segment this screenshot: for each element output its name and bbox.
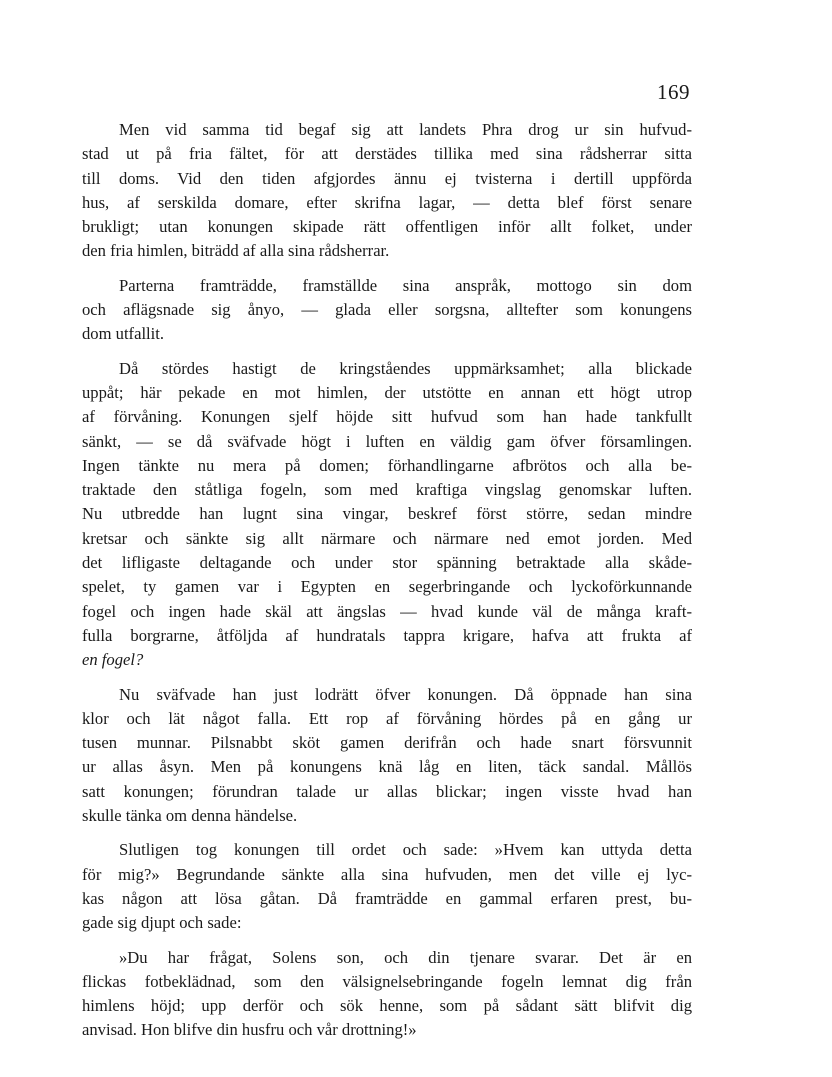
text-line: Då stördes hastigt de kringståendes uppmärksamhet; alla blickade — [119, 358, 692, 378]
text-line: kas någon att lösa gåtan. Då framträdde en gammal erfaren prest, bu- — [82, 888, 692, 908]
text-line: stad ut på fria fältet, för att derstädes tillika med sina rådsherrar sitta — [82, 144, 692, 164]
text-line: skulle tänka om denna händelse. — [82, 806, 298, 826]
paragraph-4 — [82, 683, 692, 829]
text-line: Parterna framträdde, framställde sina anspråk, mottogo sin dom — [119, 275, 692, 295]
text-line: sänkt, — se då sväfvade högt i luften en väldig gam öfver församlingen. — [82, 431, 692, 451]
text-line: den fria himlen, biträdd af alla sina rådsherrar. — [82, 241, 390, 261]
text-line-italic: en fogel? — [82, 650, 144, 670]
text-line: spelet, ty gamen var i Egypten en segerbringande och lyckoförkunnande — [82, 577, 692, 597]
body-text — [82, 118, 692, 1053]
text-line: tusen munnar. Pilsnabbt sköt gamen derifrån och hade snart försvunnit — [82, 733, 692, 753]
text-line: fogel och ingen hade skäl att ängslas — hvad kunde väl de många kraft- — [82, 601, 692, 621]
page-number: 169 — [657, 80, 690, 104]
paragraph-1 — [82, 118, 692, 264]
text-line: uppåt; här pekade en mot himlen, der utstötte en annan ett högt utrop — [82, 382, 692, 402]
text-line: »Du har frågat, Solens son, och din tjenare svarar. Det är en — [119, 947, 692, 967]
text-line: traktade den ståtliga fogeln, som med kraftiga vingslag genomskar luften. — [82, 480, 692, 500]
text-line: det lifligaste deltagande och under stor spänning betraktade alla skåde- — [82, 553, 692, 573]
text-line: himlens höjd; upp derför och sök henne, som på sådant sätt blifvit dig — [82, 996, 692, 1016]
text-line: Men vid samma tid begaf sig att landets Phra drog ur sin hufvud- — [119, 120, 692, 139]
paragraph-3 — [82, 357, 692, 673]
text-line: ur allas åsyn. Men på konungens knä låg en liten, täck sandal. Mållös — [82, 757, 692, 777]
text-line: satt konungen; förundran talade ur allas blickar; ingen visste hvad han — [82, 781, 692, 801]
text-line: hus, af serskilda domare, efter skrifna lagar, — detta blef först senare — [82, 192, 692, 212]
text-line: dom utfallit. — [82, 324, 165, 344]
text-line: Slutligen tog konungen till ordet och sade: »Hvem kan uttyda detta — [119, 840, 692, 860]
text-line: Nu utbredde han lugnt sina vingar, beskref först större, sedan mindre — [82, 504, 692, 524]
paragraph-6 — [82, 946, 692, 1043]
text-line: och aflägsnade sig ånyo, — glada eller sorgsna, alltefter som konungens — [82, 300, 692, 320]
paragraph-5 — [82, 838, 692, 935]
text-line: till doms. Vid den tiden afgjordes ännu ej tvisterna i dertill uppförda — [82, 168, 692, 188]
text-line: Nu sväfvade han just lodrätt öfver konungen. Då öppnade han sina — [119, 684, 692, 704]
text-line: af förvåning. Konungen sjelf höjde sitt hufvud som han hade tankfullt — [82, 407, 692, 427]
text-line: brukligt; utan konungen skipade rätt offentligen inför allt folket, under — [82, 217, 692, 237]
text-line: för mig?» Begrundande sänkte alla sina hufvuden, men det ville ej lyc- — [82, 864, 692, 884]
text-line: Ingen tänkte nu mera på domen; förhandlingarne afbrötos och alla be- — [82, 455, 692, 475]
paragraph-2 — [82, 274, 692, 347]
text-line: flickas fotbeklädnad, som den välsignelsebringande fogeln lemnat dig från — [82, 971, 692, 991]
text-line: kretsar och sänkte sig allt närmare och närmare ned emot jorden. Med — [82, 528, 692, 548]
text-line: gade sig djupt och sade: — [82, 913, 242, 933]
text-line: fulla borgrarne, åtföljda af hundratals tappra krigare, hafva att frukta af — [82, 625, 692, 645]
text-line: klor och lät något falla. Ett rop af förvåning hördes på en gång ur — [82, 708, 692, 728]
text-line: anvisad. Hon blifve din husfru och vår drottning!» — [82, 1020, 417, 1040]
